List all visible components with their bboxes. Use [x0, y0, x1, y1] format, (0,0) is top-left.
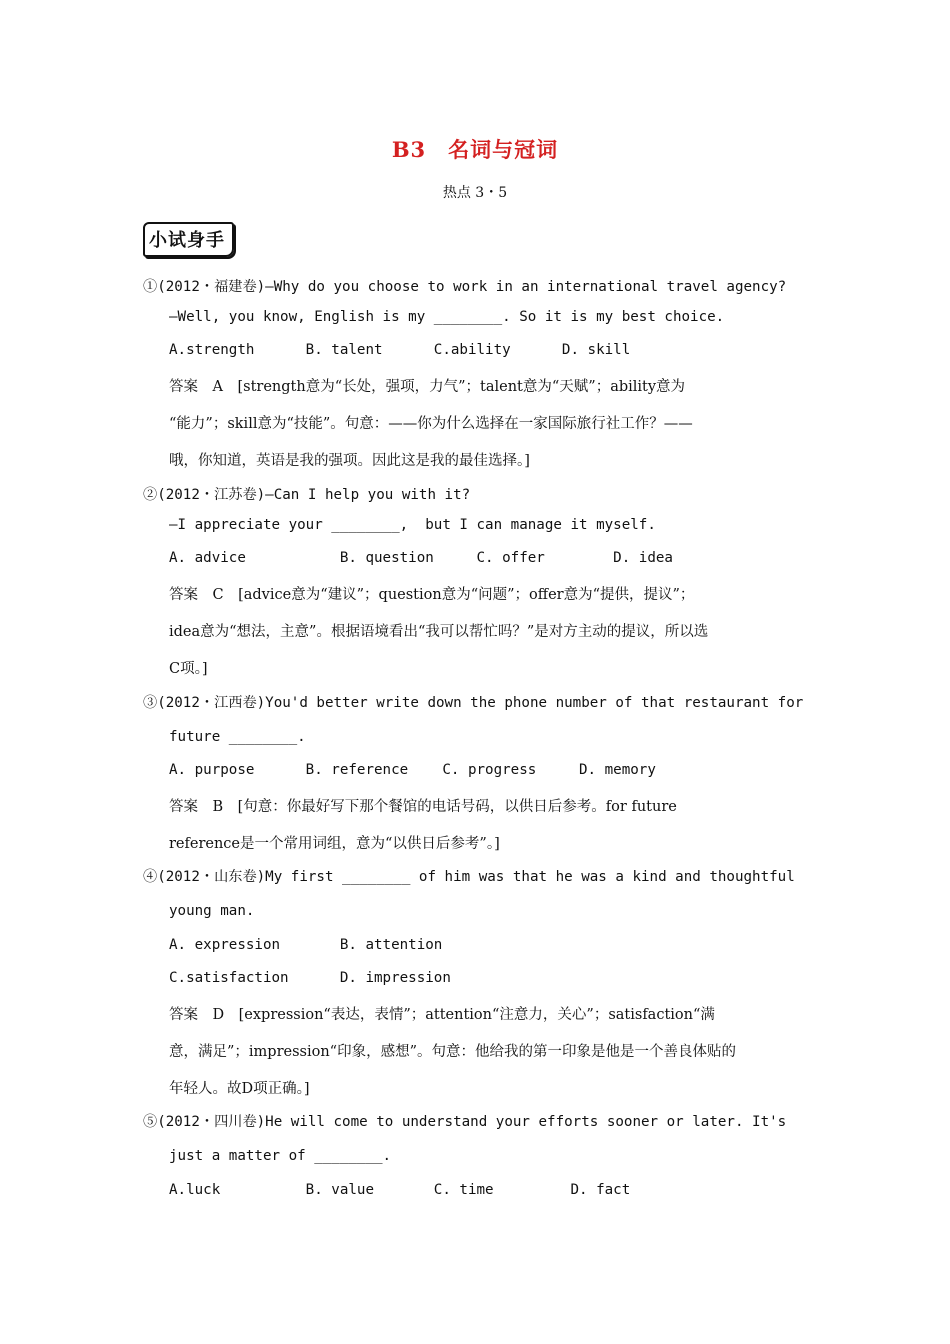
question-2-options: A. advice B. question C. offer D. idea: [169, 550, 673, 566]
question-4-options: A. expression B. attention: [169, 937, 443, 953]
question-1-answer-line: 哦，你知道，英语是我的强项。因此这是我的最佳选择。]: [169, 453, 530, 469]
page-title: B3 名词与冠词: [391, 137, 559, 162]
question-1-stem-continued: —Well, you know, English is my ________. So it is my best choice.: [169, 309, 725, 325]
question-2-answer-line: 答案 C [advice意为“建议”；question意为“问题”；offer意为“提供，提议”；: [169, 587, 695, 603]
question-4-answer-line: 意，满足”；impression“印象，感想”。句意：他给我的第一印象是他是一个善良体贴的: [169, 1044, 737, 1060]
question-5-options: A.luck B. value C. time D. fact: [169, 1182, 631, 1198]
question-2-stem: ②(2012・江苏卷)—Can I help you with it?: [143, 487, 471, 503]
page-subtitle: 热点 3・5: [442, 185, 508, 201]
question-4-answer-line: 年轻人。故D项正确。]: [169, 1081, 310, 1097]
question-5-stem-continued: just a matter of ________.: [169, 1148, 392, 1164]
question-4-stem-continued: young man.: [169, 903, 255, 919]
question-3-stem: ③(2012・江西卷)You'd better write down the phone number of that restaurant for: [143, 695, 804, 711]
question-5-stem: ⑤(2012・四川卷)He will come to understand your efforts sooner or later. It's: [143, 1114, 787, 1130]
question-3-answer-line: 答案 B [句意：你最好写下那个餐馆的电话号码，以供日后参考。for future: [169, 799, 677, 815]
question-1-stem: ①(2012・福建卷)—Why do you choose to work in an international travel agency?: [143, 279, 787, 295]
question-4-answer-line: 答案 D [expression“表达，表情”；attention“注意力，关心”；satisfaction“满: [169, 1007, 715, 1023]
question-4-options-continued: C.satisfaction D. impression: [169, 970, 451, 986]
question-1-answer-line: 答案 A [strength意为“长处，强项，力气”；talent意为“天赋”；ability意为: [169, 379, 686, 395]
question-2-answer-line: idea意为“想法，主意”。根据语境看出“我可以帮忙吗？”是对方主动的提议，所以选: [169, 624, 709, 640]
question-4-stem: ④(2012・山东卷)My first ________ of him was that he was a kind and thoughtful: [143, 869, 795, 885]
section-badge: 小试身手: [143, 222, 234, 257]
question-2-stem-continued: —I appreciate your ________, but I can manage it myself.: [169, 517, 656, 533]
question-1-answer-line: “能力”；skill意为“技能”。句意：——你为什么选择在一家国际旅行社工作？——: [169, 416, 693, 432]
question-3-stem-continued: future ________.: [169, 729, 306, 745]
question-3-answer-line: reference是一个常用词组，意为“以供日后参考”。]: [169, 836, 500, 852]
question-1-options: A.strength B. talent C.ability D. skill: [169, 342, 631, 358]
question-2-answer-line: C项。]: [169, 661, 208, 677]
question-3-options: A. purpose B. reference C. progress D. memory: [169, 762, 656, 778]
